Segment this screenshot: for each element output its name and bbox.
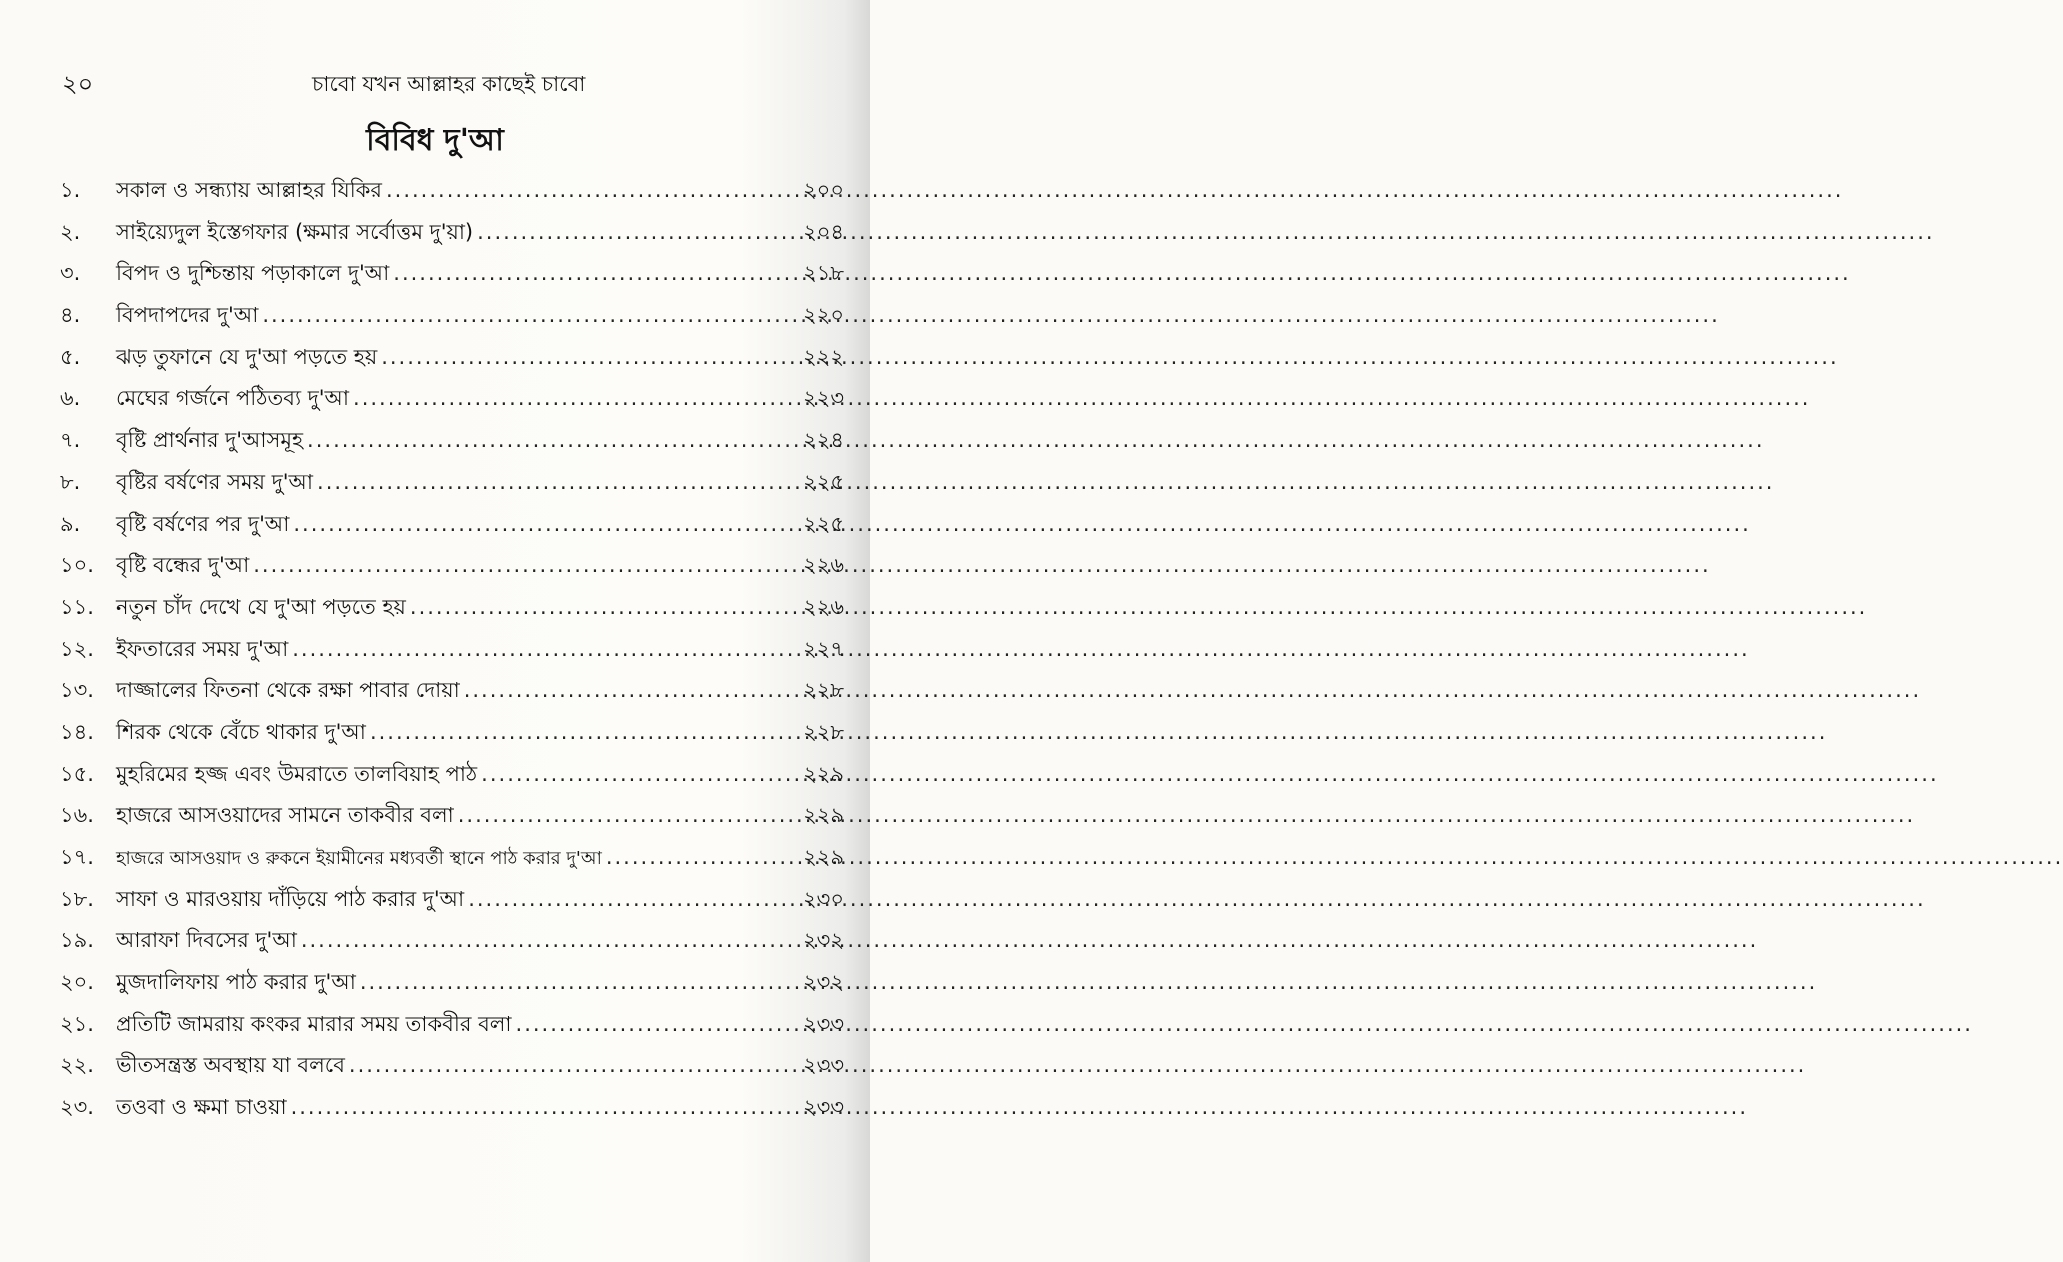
page-number: ২০ bbox=[62, 70, 94, 98]
entry-number: ১৭. bbox=[60, 845, 94, 869]
entry-page-number: ২২৬ bbox=[803, 594, 844, 619]
entry-page-number: ২২৭ bbox=[803, 636, 844, 661]
entry-number: ৭. bbox=[60, 428, 81, 453]
entry-title: তওবা ও ক্ষমা চাওয়া bbox=[116, 1095, 287, 1120]
dot-leader bbox=[360, 962, 799, 1004]
entry-number: ১৫. bbox=[60, 761, 94, 786]
dot-leader bbox=[370, 712, 799, 754]
dot-leader bbox=[381, 337, 799, 379]
entry-page-number: ২২৯ bbox=[803, 761, 844, 786]
entry-number: ২২. bbox=[60, 1053, 94, 1078]
entry-number: ২১. bbox=[60, 1011, 94, 1036]
dot-leader bbox=[317, 462, 799, 504]
entry-title: বিপদ ও দুশ্চিন্তায় পড়াকালে দু'আ bbox=[116, 261, 390, 286]
toc-entry bbox=[60, 337, 844, 379]
entry-title: বৃষ্টি বর্ষণের পর দু'আ bbox=[116, 511, 290, 536]
dot-leader bbox=[291, 1087, 799, 1129]
toc-entry bbox=[60, 920, 844, 962]
entry-page-number: ২৩৩ bbox=[803, 1053, 844, 1078]
entry-number: ৯. bbox=[60, 511, 81, 536]
entry-page-number: ২৩৩ bbox=[803, 1011, 844, 1036]
entry-number: ২. bbox=[60, 219, 81, 244]
entry-number: ১৯. bbox=[60, 928, 94, 953]
entry-page-number: ২০০ bbox=[803, 178, 844, 202]
table-of-contents bbox=[60, 170, 844, 1129]
dot-leader bbox=[307, 420, 799, 462]
entry-number: ১৪. bbox=[60, 719, 94, 744]
entry-title: ইফতারের সময় দু'আ bbox=[116, 636, 289, 661]
toc-entry bbox=[60, 253, 844, 295]
entry-title: সকাল ও সন্ধ্যায় আল্লাহর যিকির bbox=[116, 178, 382, 202]
entry-title: ভীতসন্ত্রস্ত অবস্থায় যা বলবে bbox=[116, 1053, 345, 1078]
entry-title: বৃষ্টি বন্ধের দু'আ bbox=[116, 553, 250, 578]
dot-leader bbox=[606, 837, 799, 879]
toc-entry bbox=[60, 462, 844, 504]
entry-page-number: ২৩২ bbox=[803, 970, 844, 995]
entry-page-number: ২২৬ bbox=[803, 553, 844, 578]
toc-entry bbox=[60, 295, 844, 337]
entry-number: ৬. bbox=[60, 386, 81, 411]
dot-leader bbox=[262, 295, 799, 337]
toc-entry bbox=[60, 212, 844, 254]
toc-entry bbox=[60, 962, 844, 1004]
entry-title: হাজরে আসওয়াদ ও রুকনে ইয়ামীনের মধ্যবর্তী স্থানে পাঠ করার দু'আ bbox=[116, 848, 602, 869]
dot-leader bbox=[468, 879, 799, 921]
entry-title: মেঘের গর্জনে পঠিতব্য দু'আ bbox=[116, 386, 350, 411]
dot-leader bbox=[353, 378, 799, 420]
entry-page-number: ২২৮ bbox=[803, 678, 844, 703]
section-title: বিবিধ দু'আ bbox=[366, 123, 504, 158]
toc-entry bbox=[60, 1087, 844, 1129]
entry-title: প্রতিটি জামরায় কংকর মারার সময় তাকবীর বলা bbox=[116, 1011, 512, 1036]
entry-number: ২০. bbox=[60, 970, 94, 995]
toc-entry bbox=[60, 629, 844, 671]
toc-entry bbox=[60, 795, 844, 837]
entry-title: আরাফা দিবসের দু'আ bbox=[116, 928, 297, 953]
entry-number: ১৩. bbox=[60, 678, 94, 703]
book-title: চাবো যখন আল্লাহর কাছেই চাবো bbox=[312, 72, 586, 96]
dot-leader bbox=[253, 545, 799, 587]
entry-number: ১০. bbox=[60, 553, 94, 578]
dot-leader bbox=[301, 920, 799, 962]
entry-title: শিরক থেকে বেঁচে থাকার দু'আ bbox=[116, 719, 366, 744]
entry-page-number: ২২৫ bbox=[803, 469, 844, 494]
entry-number: ৪. bbox=[60, 303, 81, 328]
entry-page-number: ২২৮ bbox=[803, 719, 844, 744]
entry-title: সাফা ও মারওয়ায় দাঁড়িয়ে পাঠ করার দু'আ bbox=[116, 886, 465, 911]
entry-page-number: ২২৯ bbox=[803, 803, 844, 828]
entry-page-number: ২১৮ bbox=[803, 261, 844, 286]
entry-number: ১২. bbox=[60, 636, 94, 661]
dot-leader bbox=[410, 587, 799, 629]
entry-title: ঝড় তুফানে যে দু'আ পড়তে হয় bbox=[116, 344, 378, 369]
entry-title: বৃষ্টির বর্ষণের সময় দু'আ bbox=[116, 469, 314, 494]
entry-number: ২৩. bbox=[60, 1095, 94, 1120]
toc-entry bbox=[60, 754, 844, 796]
entry-title: মুজদালিফায় পাঠ করার দু'আ bbox=[116, 970, 356, 995]
dot-leader bbox=[393, 253, 799, 295]
book-page bbox=[0, 0, 870, 1262]
dot-leader bbox=[292, 629, 799, 671]
toc-entry bbox=[60, 712, 844, 754]
toc-entry bbox=[60, 1004, 844, 1046]
running-header bbox=[62, 66, 840, 98]
entry-page-number: ২২৯ bbox=[803, 845, 844, 869]
entry-title: বৃষ্টি প্রার্থনার দু'আসমূহ bbox=[116, 428, 304, 453]
dot-leader bbox=[477, 212, 799, 254]
dot-leader bbox=[516, 1004, 800, 1046]
entry-page-number: ২২৪ bbox=[803, 428, 844, 453]
entry-page-number: ২৩২ bbox=[803, 928, 844, 953]
entry-number: ১১. bbox=[60, 594, 94, 619]
entry-title: বিপদাপদের দু'আ bbox=[116, 303, 259, 328]
toc-entry bbox=[60, 837, 844, 879]
entry-number: ৫. bbox=[60, 344, 81, 369]
dot-leader bbox=[481, 754, 799, 796]
toc-entry bbox=[60, 670, 844, 712]
toc-entry bbox=[60, 587, 844, 629]
entry-page-number: ২২৩ bbox=[803, 386, 844, 411]
toc-entry bbox=[60, 170, 844, 212]
dot-leader bbox=[464, 670, 799, 712]
entry-number: ১৬. bbox=[60, 803, 94, 828]
entry-title: নতুন চাঁদ দেখে যে দু'আ পড়তে হয় bbox=[116, 594, 406, 619]
dot-leader bbox=[293, 504, 799, 546]
entry-number: ১. bbox=[60, 178, 81, 202]
dot-leader bbox=[458, 795, 799, 837]
entry-page-number: ২০৪ bbox=[803, 219, 844, 244]
toc-entry bbox=[60, 879, 844, 921]
entry-page-number: ২২৫ bbox=[803, 511, 844, 536]
toc-entry bbox=[60, 420, 844, 462]
entry-title: মুহরিমের হজ্জ এবং উমরাতে তালবিয়াহ পাঠ bbox=[116, 761, 478, 786]
toc-entry bbox=[60, 378, 844, 420]
toc-entry bbox=[60, 504, 844, 546]
entry-page-number: ২৩৩ bbox=[803, 1095, 844, 1120]
entry-page-number: ২৩০ bbox=[803, 886, 844, 911]
entry-page-number: ২২০ bbox=[803, 303, 844, 328]
entry-page-number: ২২২ bbox=[803, 344, 844, 369]
entry-number: ৩. bbox=[60, 261, 81, 286]
entry-title: সাইয়্যেদুল ইস্তেগফার (ক্ষমার সর্বোত্তম দু'য়া) bbox=[116, 219, 474, 244]
entry-title: হাজরে আসওয়াদের সামনে তাকবীর বলা bbox=[116, 803, 454, 828]
dot-leader bbox=[386, 170, 799, 212]
toc-entry bbox=[60, 545, 844, 587]
entry-number: ১৮. bbox=[60, 886, 94, 911]
entry-title: দাজ্জালের ফিতনা থেকে রক্ষা পাবার দোয়া bbox=[116, 678, 460, 703]
dot-leader bbox=[349, 1045, 799, 1087]
entry-number: ৮. bbox=[60, 469, 81, 494]
toc-entry bbox=[60, 1045, 844, 1087]
